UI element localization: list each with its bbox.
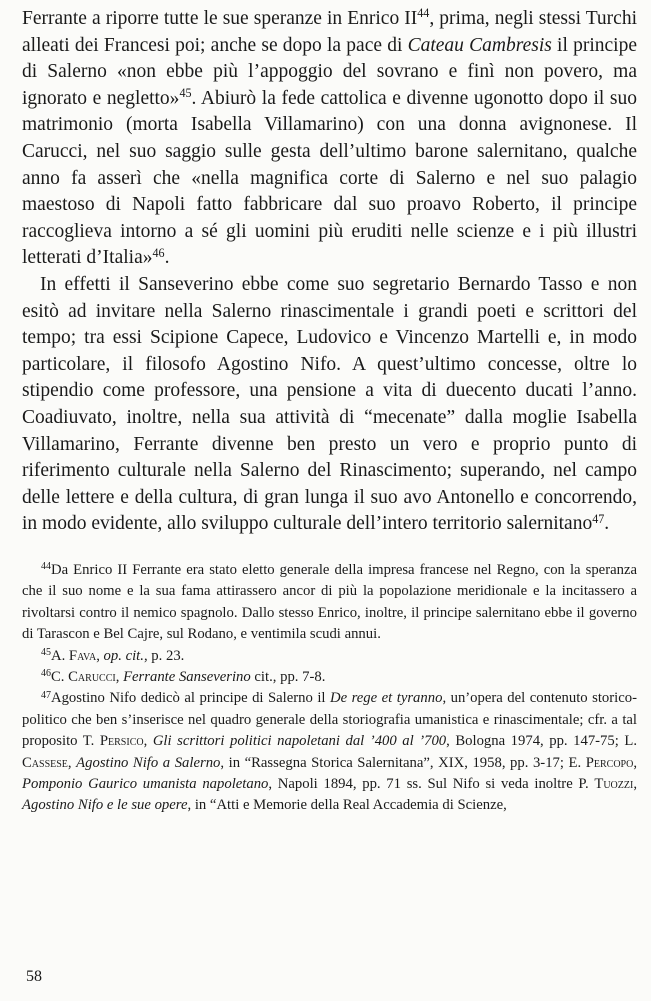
text-run: , in “Atti e Memorie della Real Accademia di Scienze, <box>187 797 507 814</box>
footnote-text: Da Enrico II Ferrante era stato eletto generale della impresa francese nel Regno, con la speranza che il suo nome e la sua fama attirassero ancor di più la popolazione meridionale e la incitassero a rivoltarsi contro il nemico spagnolo. Dallo stesso Enrico, inoltre, il principe salernitano ebbe il governo di Tarascon e Bel Cajre, sul Rodano, e ventimila scudi annui. <box>22 561 637 643</box>
text-run: , p. 23. <box>143 647 185 664</box>
text-run: , Napoli 1894, pp. 71 ss. Sul Nifo si veda inoltre P. <box>268 775 595 792</box>
text-run: cit., pp. 7-8. <box>250 668 326 685</box>
text-run: , <box>633 775 637 792</box>
footnote-number: 45 <box>41 647 51 659</box>
text-run: , in “Rassegna Storica Salernitana”, XIX, 1958, pp. 3-17; E. <box>220 754 586 771</box>
footnote-ref-44: 44 <box>417 6 430 21</box>
text-run: , <box>633 754 638 771</box>
text-run: , <box>143 733 153 750</box>
footnote-author: Persico <box>99 733 144 750</box>
text-run: In effetti il Sanseverino ebbe come suo segretario Bernardo Tasso e non esitò ad invitare nella Salerno rinascimentale i grandi poeti e scrittori del tempo; tra essi Scipione Capece, Ludovico e Vincenzo Martelli e, in modo particolare, il filosofo Agostino Nifo. A quest’ultimo concesse, oltre lo stipendio come professore, una pensione a vita di duecento ducati l’anno. Coadiuvato, inoltre, nella sua attività di “mecenate” dalla moglie Isabella Villamarino, Ferrante divenne ben presto un vero e proprio punto di riferimento culturale nella Salerno del Rinascimento; superando, nel campo delle lettere e della cultura, di gran lunga il suo avo Antonello e concorrendo, in modo evidente, allo sviluppo culturale dell’intero territorio salernitano <box>22 273 637 535</box>
italic-title: De rege et tyranno <box>330 690 443 707</box>
text-run: . <box>604 513 610 535</box>
text-run: , <box>96 647 104 664</box>
footnote-author: A. Fava <box>50 647 97 664</box>
footnote-ref-45: 45 <box>179 86 192 101</box>
footnote-44 <box>22 560 637 646</box>
paragraph-2 <box>22 272 637 538</box>
footnote-work: Ferrante Sanseverino <box>123 668 251 685</box>
footnote-ref-46: 46 <box>152 245 165 260</box>
footnote-number: 46 <box>41 668 51 680</box>
footnote-author: C. Carucci <box>50 668 116 685</box>
text-run: Agostino Nifo dedicò al principe di Salerno il <box>50 690 330 707</box>
italic-title: Cateau Cambresis <box>407 34 552 56</box>
footnote-number: 47 <box>41 689 51 701</box>
italic-title: Agostino Nifo e le sue opere <box>22 797 188 814</box>
footnote-46 <box>22 667 637 688</box>
italic-title: Pomponio Gaurico umanista napoletano <box>22 775 269 792</box>
text-run: . <box>164 247 170 269</box>
footnote-number: 44 <box>41 561 51 573</box>
text-run: , prima, negli stessi Turchi alleati dei Francesi poi; anche se dopo la pace di <box>22 8 638 56</box>
footnote-author: Cassese <box>22 754 68 771</box>
text-run: il principe di Salerno «non ebbe più l’appoggio del sovrano e finì non povero, ma ignorato e negletto» <box>22 34 637 109</box>
italic-title: Gli scrittori politici napoletani dal ’400 al ’700 <box>152 733 447 750</box>
footnote-ref-47: 47 <box>592 511 605 526</box>
text-run: , un’opera del contenuto storico-politico che ben s’inserisce nel quadro generale della storiografia umanistica e rinascimentale; cfr. a tal proposito T. <box>22 690 637 750</box>
text-run: , <box>115 668 124 685</box>
footnote-author: Percopo <box>585 754 634 771</box>
footnotes <box>22 560 637 817</box>
page-number: 58 <box>26 968 42 985</box>
text-run: . Abiurò la fede cattolica e divenne ugonotto dopo il suo matrimonio (morta Isabella Villamarino) con una donna avignonese. Il Carucci, nel suo saggio sulle gesta dell’ultimo barone salernitano, qualche anno fa asserì che «nella magnifica corte di Salerno e nel suo palagio maestoso di Napoli fatto fabbricare dal suo proavo Roberto, il principe raccoglieva intorno a sé gli uomini più eruditi nelle scienze e i più illustri letterati d’Italia» <box>22 87 638 269</box>
paragraph-1 <box>22 6 637 272</box>
main-text <box>22 6 637 538</box>
footnote-47 <box>22 688 637 816</box>
footnote-author: Tuozzi <box>594 775 634 792</box>
text-run: , Bologna 1974, pp. 147-75; L. <box>446 733 638 750</box>
text-run: , <box>67 754 77 771</box>
footnote-work: op. cit. <box>103 647 144 664</box>
footnote-45 <box>22 646 637 667</box>
text-run: Ferrante a riporre tutte le sue speranze in Enrico II <box>22 8 418 29</box>
book-page <box>22 6 637 817</box>
italic-title: Agostino Nifo a Salerno <box>76 754 221 771</box>
